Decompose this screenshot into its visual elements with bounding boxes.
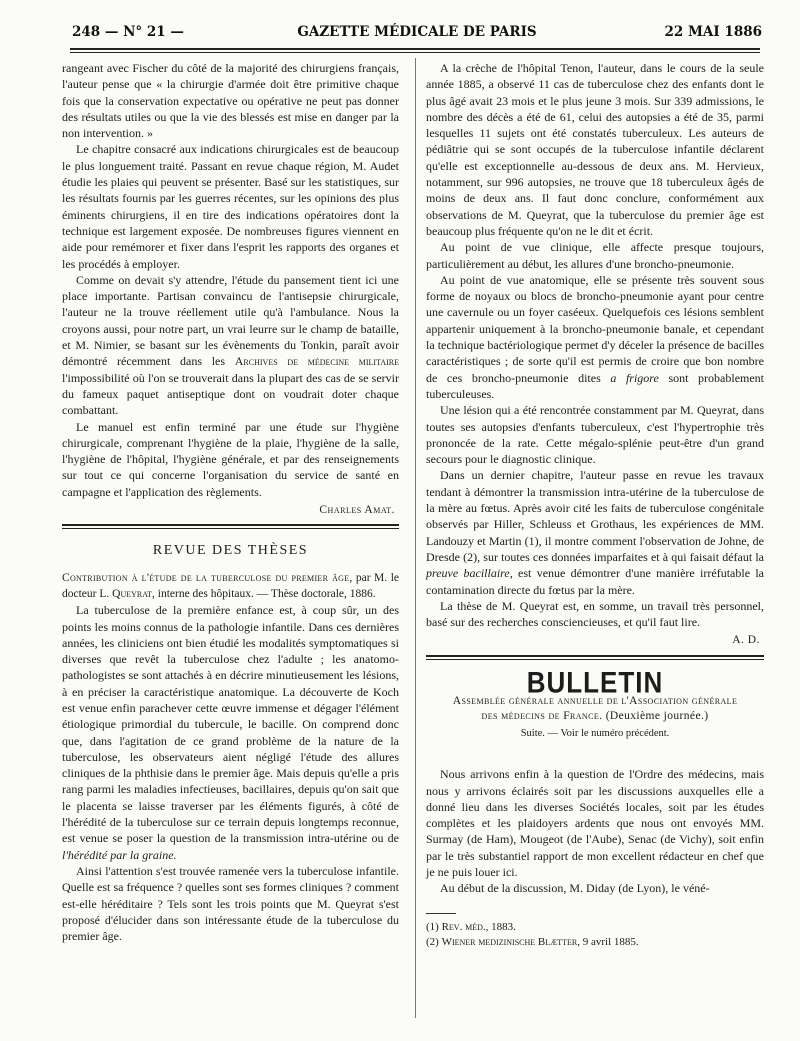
italic-phrase: preuve bacillaire (426, 566, 510, 581)
subtitle-line: Assemblée générale annuelle de l'Association générale (452, 694, 738, 707)
paragraph: Nous arrivons enfin à la question de l'Ordre des médecins, mais nous y arrivons éclairés soit par les discussions auxquelles elle a donné lieu dans les diverses Sociétés locales, soit par les études complètes et les plaidoyers ardents que nous ont envoyés MM. Surmay (de Ham), Mougeot (de l'Aube), Senac (de Vichy), soit enfin par le très substantiel rapport de mon excellent rédacteur en chef que je ne puis louer ici. (426, 767, 764, 880)
thesis-author: L. Queyrat (99, 587, 152, 600)
footnote (426, 920, 764, 935)
paragraph: Le manuel est enfin terminé par une étude sur l'hygiène chirurgicale, comprenant l'hygiène de la plaie, l'hygiène de la salle, l'hygiène de l'hôpital, l'hygiène générale, et par des renseignements sur tout ce qui concerne l'organisation du service de santé en campagne et l'application des règlements. (62, 419, 399, 499)
paragraph (62, 272, 399, 419)
footnote-rule (426, 913, 456, 914)
text-run: , est venue démontrer d'une manière irréfutable la contamination directe du fœtus par la mère. (426, 566, 764, 597)
text-run: (1) (426, 920, 442, 933)
column-divider (415, 58, 416, 1018)
text-run: (2) (426, 935, 442, 948)
signature: A. D. (732, 634, 760, 647)
text-run: l'impossibilité où l'on se trouverait dans la plupart des cas de se servir du fameux paquet antiseptique dont on voudrait doter chaque combattant. (62, 370, 399, 418)
page-number: 248 — N° 21 — (72, 24, 184, 40)
left-column (62, 60, 399, 944)
section-rule (426, 655, 764, 660)
text-run: sont probablement tuberculeuses. (426, 370, 765, 401)
running-head (72, 24, 762, 46)
text-run: Au point de vue anatomique, elle se présente très souvent sous forme de noyaux ou blocs de broncho-pneumonie ayant pour centre une cavernule ou un foyer caséeux. Quelquefois ces lésions semblent appartenir uniquement à la broncho-pneumonie banale, et cependant la technique bactériologique permet d'y déceler la présence de bacilles caractéristiques ; de sorte qu'il est permis de croire que bon nombre de ces broncho-pneumonie dites (426, 272, 764, 385)
paragraph: rangeant avec Fischer du côté de la majorité des chirurgiens français, l'auteur pense que « la chirurgie d'armée doit être primitive chaque fois que la conservation expectative ou opérative ne peut pas donner des résultats utiles ou que la vie des blessés est mise en danger par la non intervention. » (62, 61, 399, 141)
text-run: , 9 avril 1885. (577, 935, 639, 948)
bulletin-title: BULLETIN (526, 664, 664, 699)
paragraph: Au point de vue clinique, elle affecte presque toujours, particulièrement au début, les allures d'une broncho-pneumonie. (426, 240, 764, 271)
journal-title: GAZETTE MÉDICALE DE PARIS (297, 24, 537, 40)
subtitle-line (426, 709, 764, 724)
right-column (426, 60, 764, 950)
text-run: des médecins de France. (481, 709, 603, 722)
footnote-source: Wiener medizinische Blætter (441, 935, 578, 948)
signature: Charles Amat. (319, 504, 395, 517)
paragraph (426, 467, 764, 597)
paragraph (62, 602, 399, 863)
journal-reference: Archives de médecine militaire (234, 354, 399, 369)
thesis-heading (62, 570, 399, 603)
paragraph: La thèse de M. Queyrat est, en somme, un travail très personnel, basé sur des recherches consciencieuses, et qu'il faut lire. (426, 598, 764, 630)
text-run: , interne des hôpitaux. — Thèse doctorale, 1886. (152, 587, 376, 600)
footnote-source: Rev. méd. (441, 920, 486, 933)
bulletin-continuation-note: Suite. — Voir le numéro précédent. (520, 727, 670, 739)
paragraph: Au début de la discussion, M. Diday (de Lyon), le véné- (440, 881, 710, 896)
paragraph: Ainsi l'attention s'est trouvée ramenée vers la tuberculose infantile. Quelle est sa fréquence ? quelles sont ses formes cliniques ? comment est-elle héréditaire ? Tels sont les trois points que M. Queyrat s'est proposé d'élucider dans son intéressante étude de la tuberculose du premier âge. (62, 863, 399, 944)
footnote (426, 935, 764, 950)
text-run: Comme on devait s'y attendre, l'étude du pansement tient ici une place importante. Partisan convaincu de l'antisepsie chirurgicale, l'auteur ne la trouve réellement utile qu'à l'ambulance. Nous la croyons aussi, pour notre part, un vrai leurre sur le champ de bataille, et M. Nimier, se basant sur les évènements du Tonkin, paraît avoir démontré récemment dans les (62, 272, 399, 369)
header-rule (70, 48, 760, 53)
text-run: (Deuxième journée.) (602, 709, 709, 722)
text-run: , par M. le docteur (62, 571, 399, 600)
text-run: , 1883. (485, 920, 516, 933)
text-run: Dans un dernier chapitre, l'auteur passe en revue les travaux tendant à démontrer la transmission intra-utérine de la tuberculose de la mère au fœtus. Après avoir cité les faits de tuberculose congénitale observés par Hiller, Schleuss et Grothaus, les expériences de MM. Landouzy et Martin (1), il montre comment l'observation de Johne, de Dresde (2), sur toutes ces données imparfaites et à qui faisait défaut la (426, 468, 764, 564)
text-run: La tuberculose de la première enfance est, à coup sûr, un des points les moins connus de la pathologie infantile. Dans ces dernières années, les cliniciens ont bien étudié les modalités symptomatiques si diverses que revêt la tuberculose chez l'adulte ; les anatomo-pathologistes se sont attachés à en décrire minutieusement les lésions, à en préciser la caractéristique anatomique. La découverte de Koch est venue enfin parachever cette œuvre immense et dégager l'élément étiologique primordial du tubercule, le bacille. On comprend donc que, dans l'agitation de ce grand problème de la nature de la tuberculose, les observateurs aient négligé l'étude des allures cliniques de la phthisie dans le premier âge. Mais depuis qu'elle a pris rang parmi les maladies infectieuses, bacillaires, depuis qu'on sait que le placenta se laisse traverser par les éléments figurés, à côté de l'hérédité de la tuberculose sur ce terrain depuis longtemps reconnue, est venue se poser la question de la transmission intra-utérine ou de (62, 603, 399, 846)
paragraph (426, 272, 764, 402)
italic-phrase: a frigore (610, 370, 659, 385)
italic-phrase: l'hérédité par la graine. (62, 847, 177, 862)
section-rule (62, 524, 399, 529)
thesis-title: Contribution à l'étude de la tuberculose du premier âge (62, 571, 350, 584)
paragraph: Une lésion qui a été rencontrée constamment par M. Queyrat, dans toutes ses autopsies d'enfants tuberculeux, c'est l'hypertrophie très prononcée de la rate. Cette mégalo-splénie peut-être d'un grand secours pour le diagnostic clinique. (426, 403, 764, 467)
issue-date: 22 MAI 1886 (664, 24, 762, 40)
paragraph: A la crèche de l'hôpital Tenon, l'auteur, dans le cours de la seule année 1885, a observé 11 cas de tuberculose chez des enfants dont le plus âgé avait 23 mois et le plus jeune 3 mois. Sur 339 admissions, le nombre des décès a été de 61, celui des autopsies a été de 35, parmi lesquelles 11 sujets ont été constatés tuberculeux. Les auteurs de pédiâtrie qui se sont occupés de la tuberculose infantile déclarent qu'elle est exceptionnelle au-dessous de deux ans. M. Hervieux, notamment, sur 996 autopsies, ne trouve que 18 tuberculeux âgés de moins de deux ans. Il faut donc conclure, conformément aux observations de M. Queyrat, que la tuberculose du premier âge est beaucoup plus fréquente qu'on ne le dit et écrit. (426, 61, 764, 238)
section-title: REVUE DES THÈSES (152, 543, 309, 559)
paragraph: Le chapitre consacré aux indications chirurgicales est de beaucoup le plus longuement traité. Passant en revue chaque région, M. Audet étudie les plaies qui peuvent se présenter. Basé sur les statistiques, sur les résultats fournis par les guerres récentes, sur les opinions des plus éminents chirurgiens, il en tire des indications opératoires dont la technique est largement exposée. De nombreuses figures viennent en aide pour remémorer et fixer dans l'esprit les rapports des organes et les procédés à employer. (62, 142, 399, 271)
